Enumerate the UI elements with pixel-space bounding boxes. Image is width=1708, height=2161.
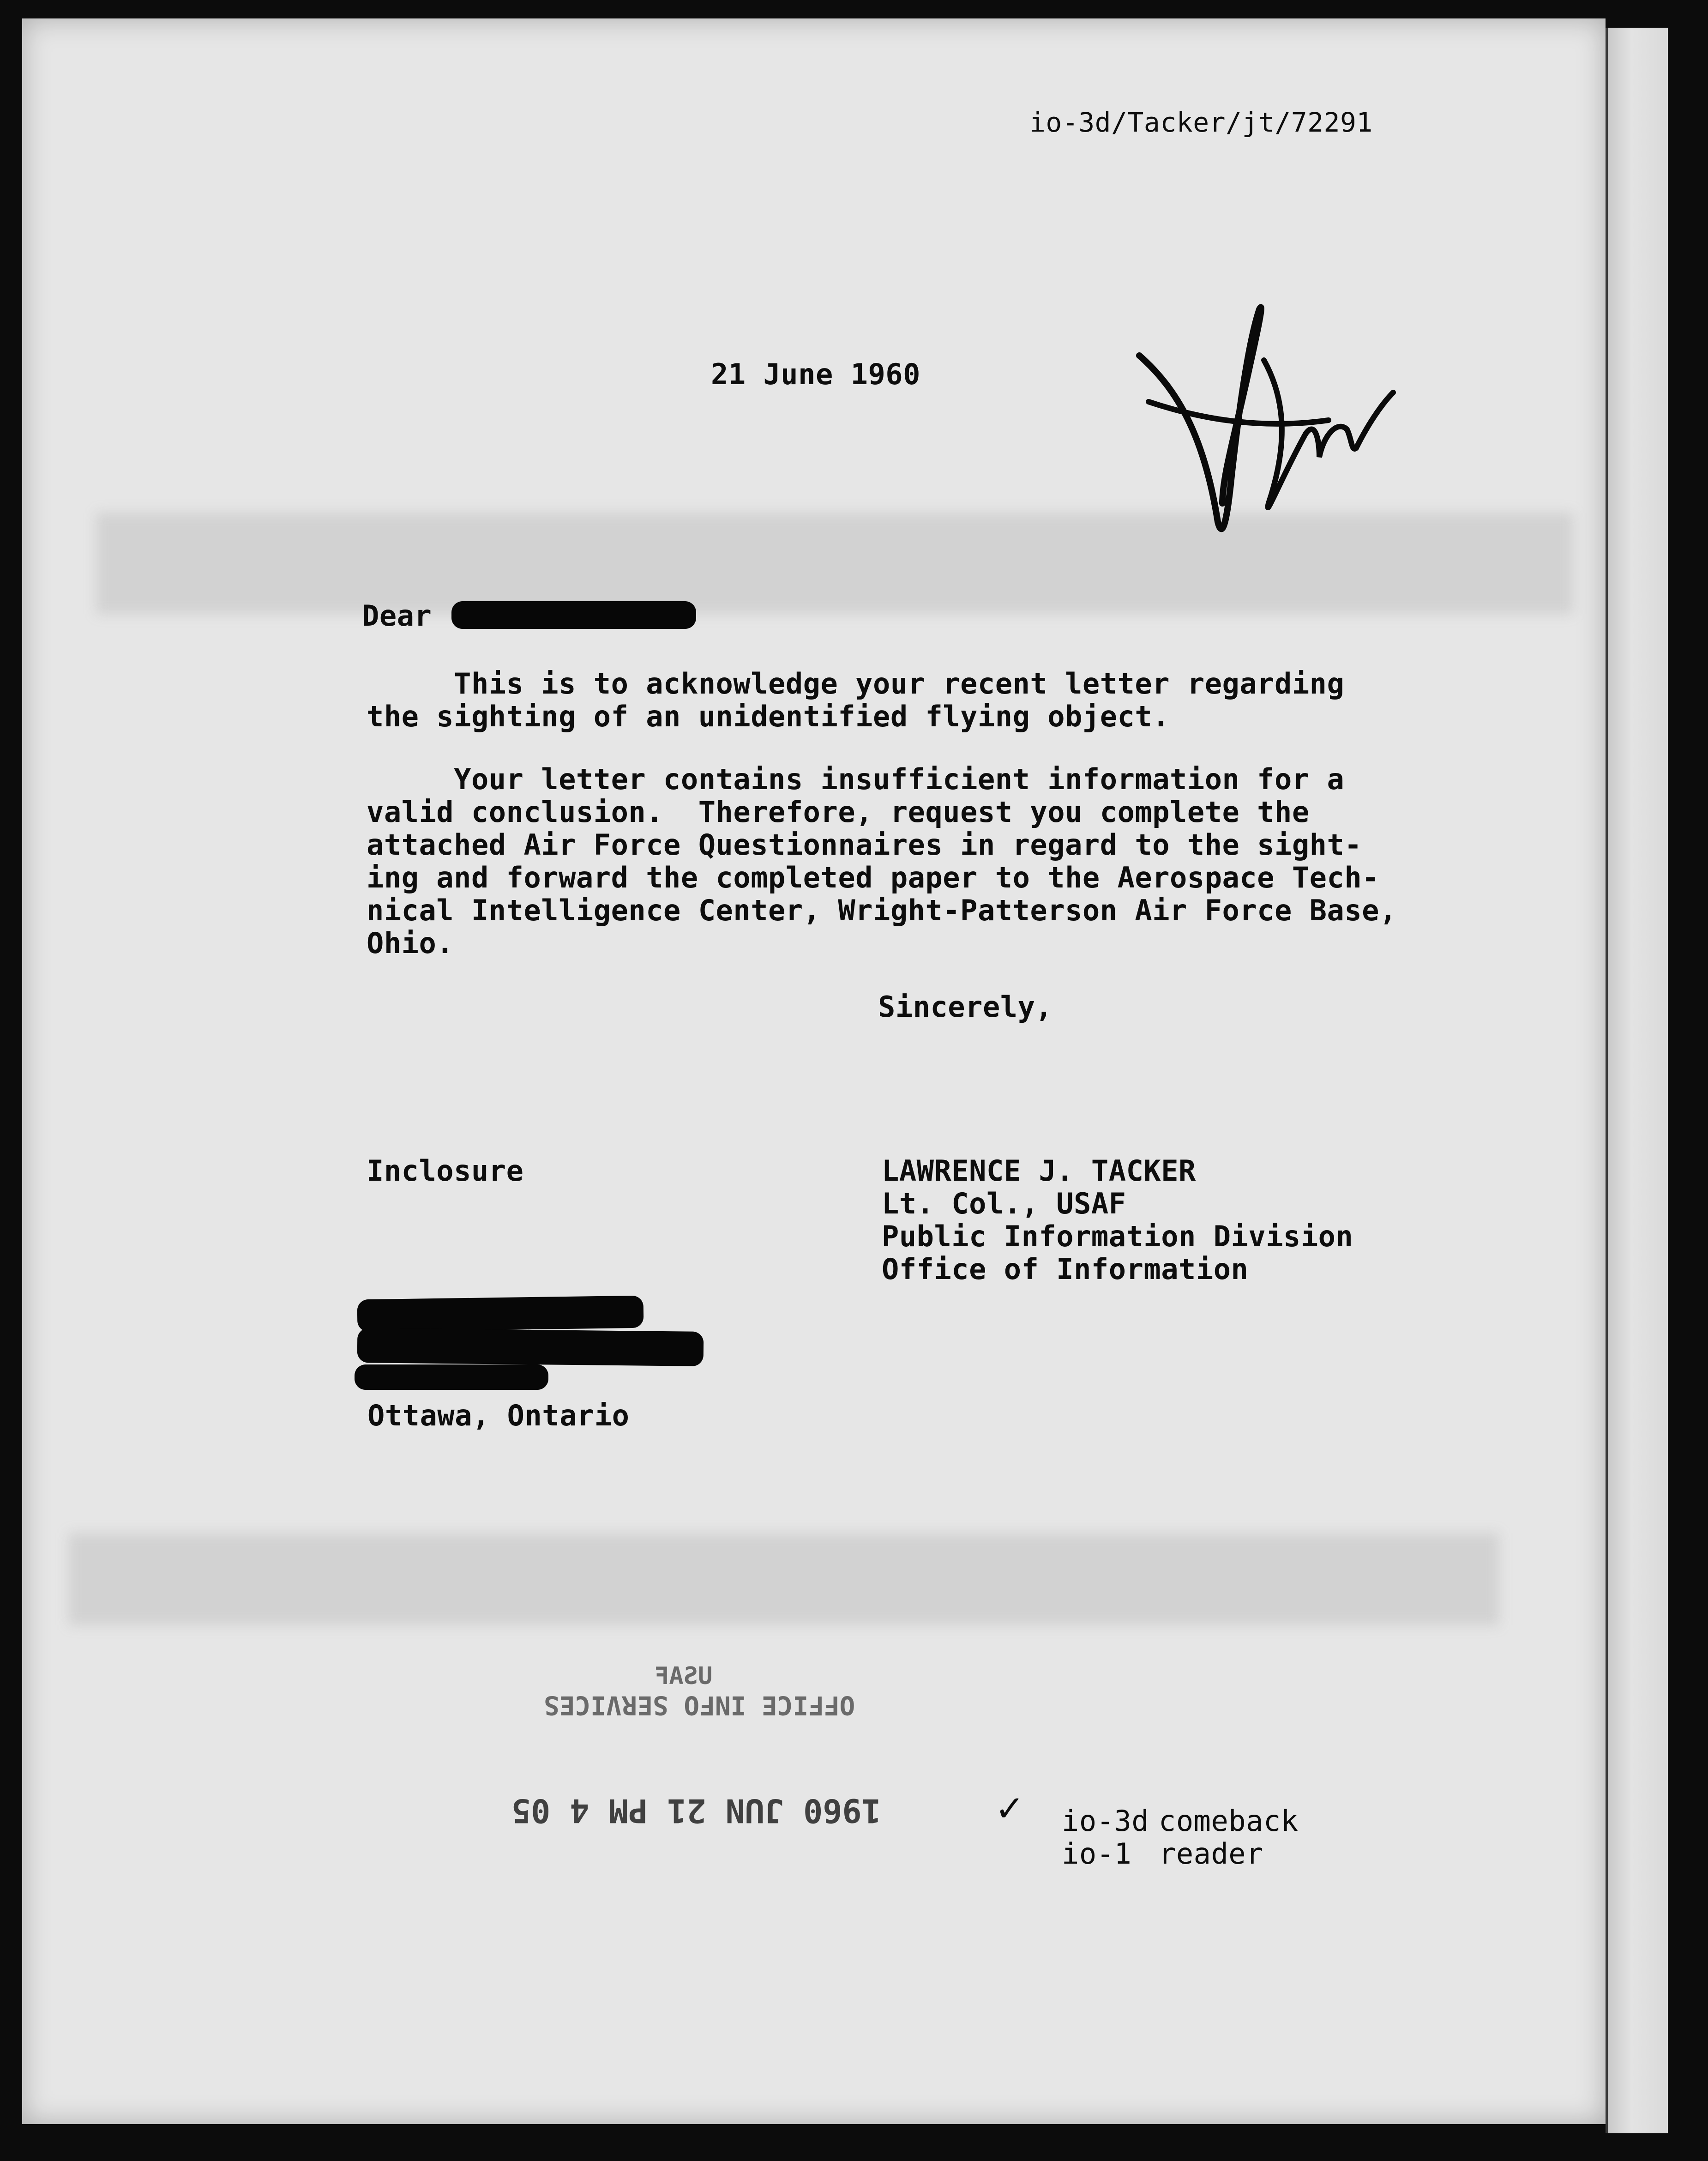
letter-page [22,18,1606,2124]
closing: Sincerely, [878,990,1053,1024]
body-line: nical Intelligence Center, Wright-Patterson Air Force Base, [367,893,1397,927]
signature-name: LAWRENCE J. TACKER [882,1154,1196,1188]
body-line: the sighting of an unidentified flying object. [367,700,1170,733]
reference-code: io-3d/Tacker/jt/72291 [1029,107,1373,138]
redaction-bar [357,1296,644,1332]
enclosure-note: Inclosure [367,1154,524,1188]
body-line: This is to acknowledge your recent letter regarding [367,667,1345,700]
body-line: Your letter contains insufficient information for a [367,762,1345,796]
signature-rank: Lt. Col., USAF [882,1187,1126,1220]
redaction-bar [355,1364,548,1390]
distribution-label: reader [1159,1837,1263,1871]
letter-date: 21 June 1960 [711,357,920,391]
stamp-line: OFFICE INFO SERVICES [544,1690,855,1720]
body-line: valid conclusion. Therefore, request you complete the [367,795,1310,829]
body-line: ing and forward the completed paper to the Aerospace Tech- [367,861,1379,894]
salutation: Dear [362,599,432,633]
scan-smudge [68,1533,1499,1625]
distribution-label: comeback [1159,1804,1299,1838]
distribution-code: io-3d [1062,1804,1149,1838]
body-line: attached Air Force Questionnaires in regard to the sight- [367,828,1362,862]
signature-office: Office of Information [882,1252,1249,1286]
page-edge-shadow [1606,28,1668,2133]
signature-division: Public Information Division [882,1219,1353,1253]
check-mark: ✓ [997,1783,1022,1831]
addressee-city: Ottawa, Ontario [367,1399,630,1432]
redaction-bar [451,601,696,629]
redaction-bar [357,1328,704,1366]
stamp-line: USAF [655,1662,713,1690]
stamp-line: 1960 JUN 21 PM 4 05 [511,1792,881,1829]
distribution-code: io-1 [1062,1837,1132,1871]
body-line: Ohio. [367,926,454,960]
handwritten-signature [1112,282,1407,568]
